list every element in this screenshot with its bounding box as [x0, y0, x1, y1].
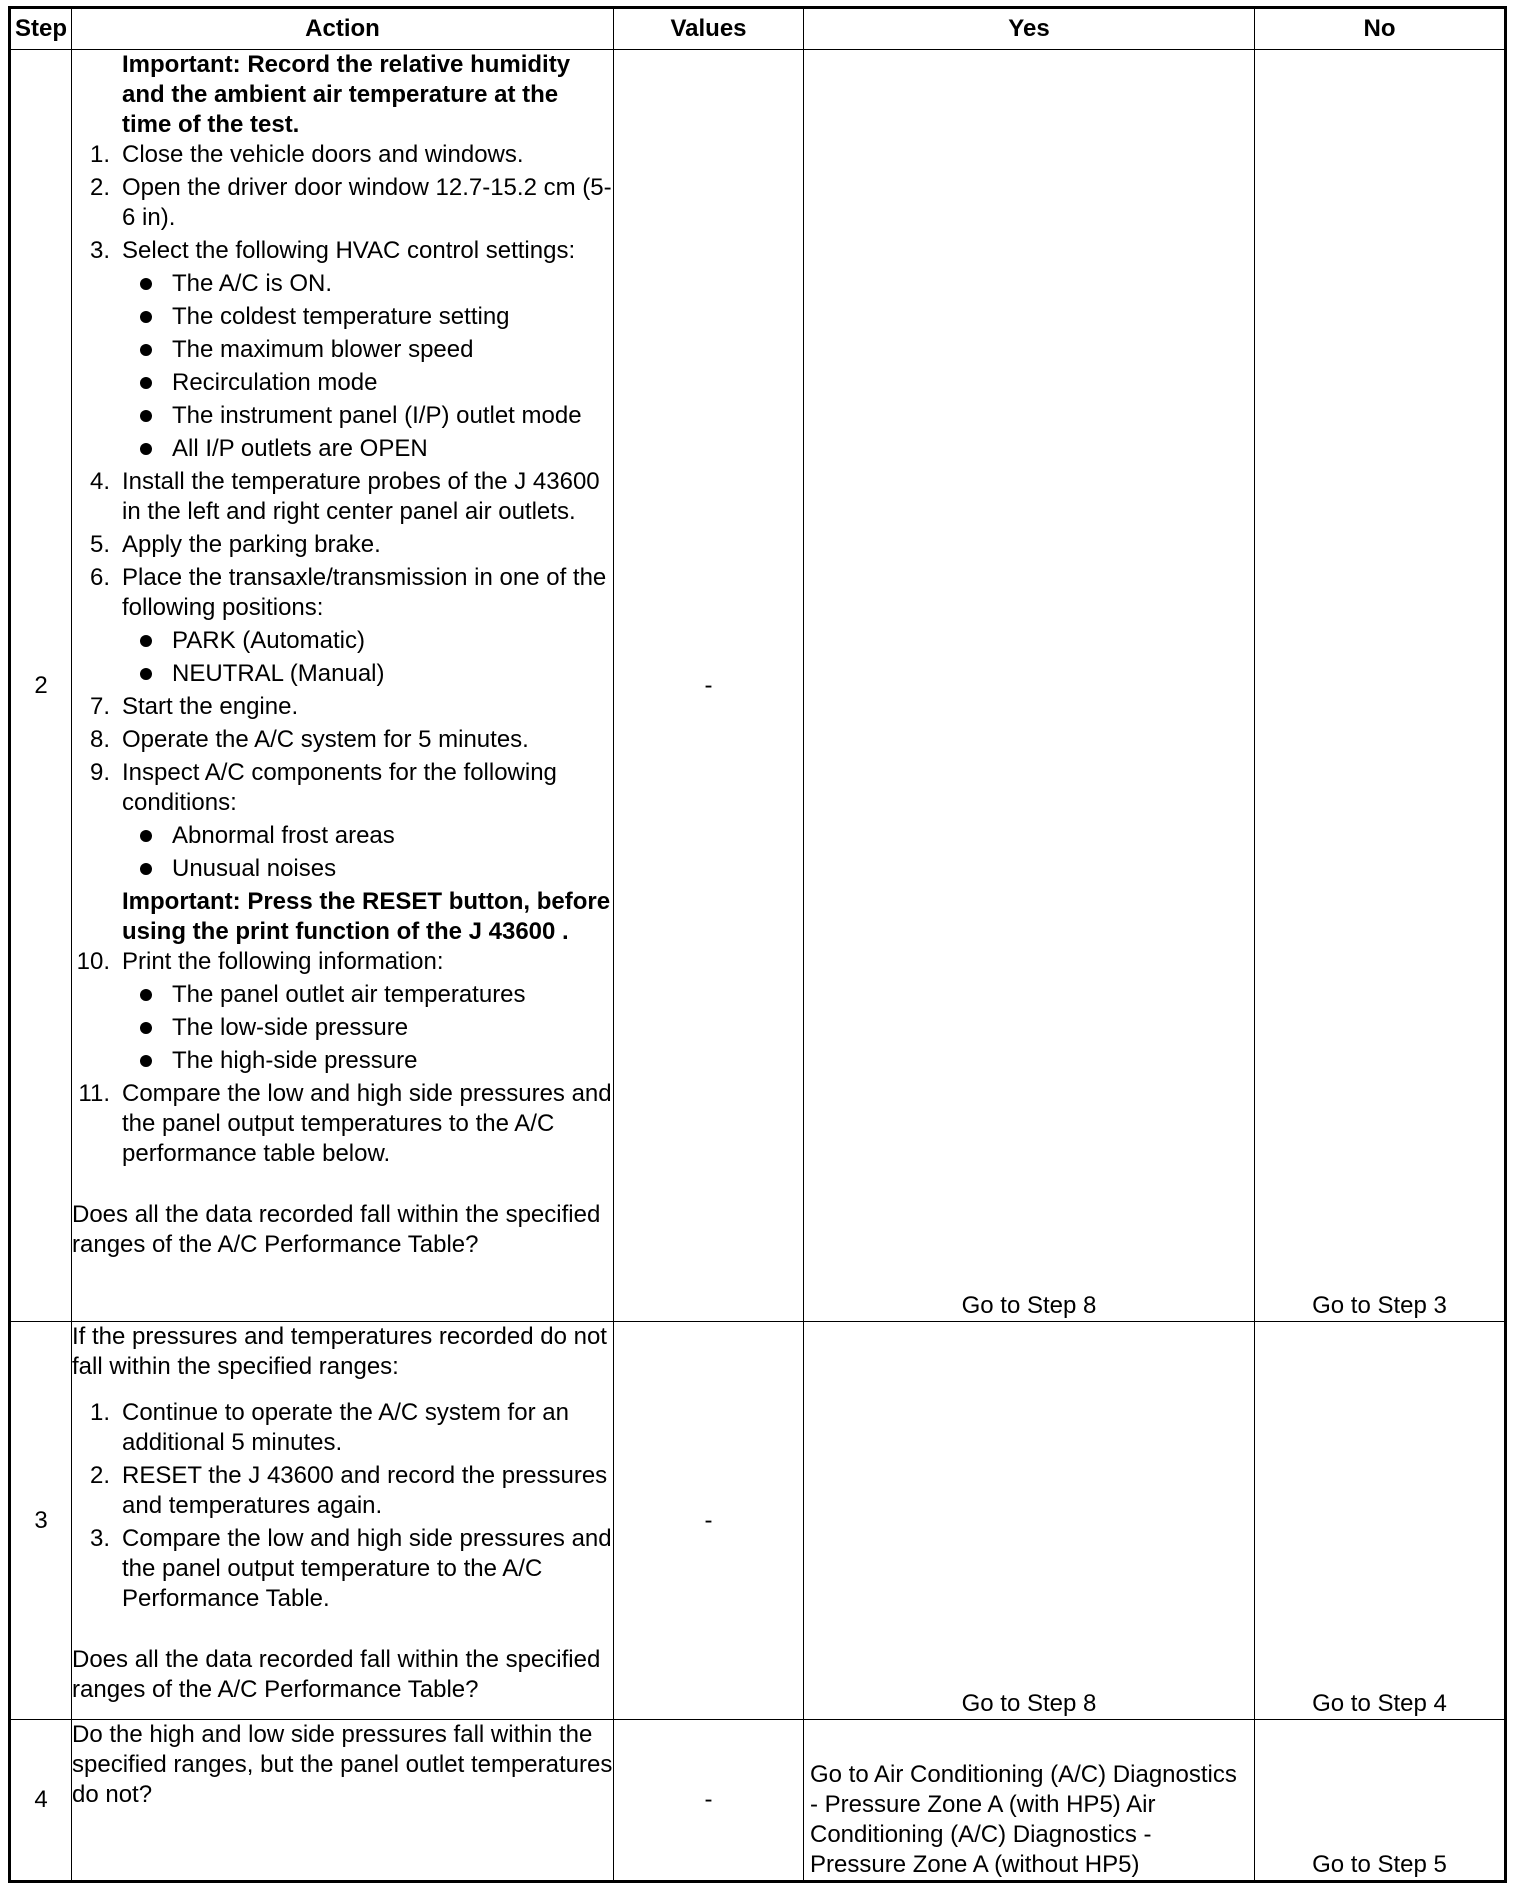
question-text: Does all the data recorded fall within the specified ranges of the A/C Performance Table? — [72, 1646, 601, 1703]
bullet-item: PARK (Automatic) — [122, 626, 613, 656]
bullet-icon — [140, 1022, 152, 1034]
action-step: 1. Continue to operate the A/C system for an additional 5 minutes. — [89, 1399, 569, 1456]
action-cell — [72, 1720, 614, 1882]
bullet-item: The high-side pressure — [122, 1046, 613, 1076]
action-step: 4. Install the temperature probes of the J 43600 in the left and right center panel air outlets. — [89, 468, 600, 525]
header-step: Step — [10, 8, 72, 50]
step-number: 2 — [10, 50, 72, 1322]
values-cell: - — [614, 1322, 804, 1720]
bullet-icon — [140, 344, 152, 356]
step-row-3 — [10, 1322, 1506, 1720]
header-action: Action — [72, 8, 614, 50]
step-row-4 — [10, 1720, 1506, 1882]
bullet-icon — [140, 863, 152, 875]
action-step: 9. Inspect A/C components for the following conditions: Abnormal frost areas Unusual noises — [72, 758, 613, 884]
bullet-icon — [140, 635, 152, 647]
bullet-item: Abnormal frost areas — [122, 821, 613, 851]
action-steps — [72, 947, 613, 1169]
bullet-list — [122, 269, 613, 464]
bullet-icon — [140, 1055, 152, 1067]
header-values: Values — [614, 8, 804, 50]
intro-text: If the pressures and temperatures recorded do not fall within the specified ranges: — [72, 1323, 607, 1380]
step-number: 3 — [10, 1322, 72, 1720]
action-step: 2. RESET the J 43600 and record the pressures and temperatures again. — [89, 1462, 608, 1519]
yes-cell: Go to Step 8 — [804, 50, 1255, 1322]
bullet-item: Recirculation mode — [122, 368, 613, 398]
action-step: 6. Place the transaxle/transmission in one of the following positions: PARK (Automatic) NEUTRAL (Manual) — [72, 563, 613, 689]
header-row — [10, 8, 1506, 50]
yes-cell: Go to Step 8 — [804, 1322, 1255, 1720]
action-steps — [72, 140, 613, 884]
action-steps — [72, 1398, 613, 1614]
bullet-item: NEUTRAL (Manual) — [122, 659, 613, 689]
bullet-list — [122, 980, 613, 1076]
action-step: 2. Open the driver door window 12.7-15.2 cm (5-6 in). — [89, 174, 612, 231]
no-cell: Go to Step 4 — [1255, 1322, 1506, 1720]
bullet-icon — [140, 443, 152, 455]
bullet-item: The maximum blower speed — [122, 335, 613, 365]
action-step: 3. Select the following HVAC control settings: The A/C is ON. The coldest temperature setting The maximum blower speed Recirculation mode The instrument panel (I/P) outlet mode All I/P outlets are OPEN — [72, 236, 613, 464]
bullet-item: The low-side pressure — [122, 1013, 613, 1043]
step-number: 4 — [10, 1720, 72, 1882]
bullet-icon — [140, 410, 152, 422]
bullet-item: All I/P outlets are OPEN — [122, 434, 613, 464]
header-no: No — [1255, 8, 1506, 50]
bullet-icon — [140, 989, 152, 1001]
action-step: 8. Operate the A/C system for 5 minutes. — [89, 726, 529, 753]
bullet-icon — [140, 830, 152, 842]
action-cell — [72, 1322, 614, 1720]
header-yes: Yes — [804, 8, 1255, 50]
question-text: Do the high and low side pressures fall within the specified ranges, but the panel outlet temperatures do not? — [72, 1721, 613, 1808]
important-note: Important: Press the RESET button, before using the print function of the J 43600 . — [122, 888, 611, 945]
bullet-item: The panel outlet air temperatures — [122, 980, 613, 1010]
action-step: 11. Compare the low and high side pressures and the panel output temperatures to the A/C performance table below. — [78, 1080, 612, 1167]
bullet-icon — [140, 311, 152, 323]
values-cell: - — [614, 50, 804, 1322]
bullet-icon — [140, 278, 152, 290]
bullet-list — [122, 626, 613, 689]
action-step: 7. Start the engine. — [89, 693, 299, 720]
bullet-item: The instrument panel (I/P) outlet mode — [122, 401, 613, 431]
action-step: 10. Print the following information: The panel outlet air temperatures The low-side pressure The high-side pressure — [72, 947, 613, 1076]
no-cell: Go to Step 5 — [1255, 1720, 1506, 1882]
no-cell: Go to Step 3 — [1255, 50, 1506, 1322]
important-note: Important: Record the relative humidity and the ambient air temperature at the time of the test. — [122, 51, 571, 138]
action-step: 3. Compare the low and high side pressures and the panel output temperature to the A/C Performance Table. — [89, 1525, 612, 1612]
action-step: 5. Apply the parking brake. — [89, 531, 381, 558]
bullet-icon — [140, 377, 152, 389]
question-text: Does all the data recorded fall within the specified ranges of the A/C Performance Table? — [72, 1201, 601, 1258]
bullet-item: Unusual noises — [122, 854, 613, 884]
bullet-icon — [140, 668, 152, 680]
bullet-item: The A/C is ON. — [122, 269, 613, 299]
diagnostic-table — [8, 6, 1507, 1883]
values-cell: - — [614, 1720, 804, 1882]
action-cell — [72, 50, 614, 1322]
action-step: 1. Close the vehicle doors and windows. — [89, 141, 524, 168]
bullet-item: The coldest temperature setting — [122, 302, 613, 332]
bullet-list — [122, 821, 613, 884]
step-row-2 — [10, 50, 1506, 1322]
yes-cell: Go to Air Conditioning (A/C) Diagnostics - Pressure Zone A (with HP5) Air Conditioning (A/C) Diagnostics - Pressure Zone A (without HP5) — [804, 1720, 1255, 1882]
